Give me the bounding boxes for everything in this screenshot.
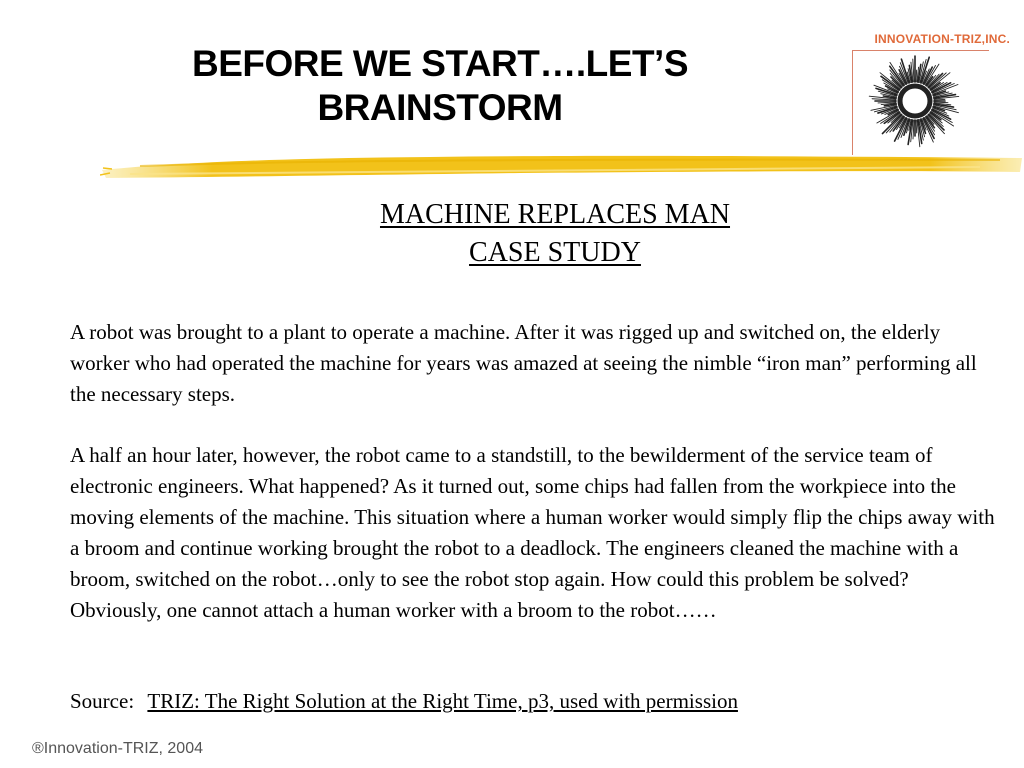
- source-reference: TRIZ: The Right Solution at the Right Time, p3, used with permission: [147, 689, 738, 713]
- case-study-heading-line2: CASE STUDY: [469, 237, 641, 268]
- slide-title-line1: BEFORE WE START….LET’S: [191, 43, 689, 84]
- case-study-heading-line1: MACHINE REPLACES MAN: [379, 199, 731, 230]
- company-logo: [852, 50, 989, 155]
- case-study-heading: [280, 196, 830, 272]
- company-name: INNOVATION-TRIZ,INC.: [874, 32, 1010, 46]
- paragraph-robot-problem: A half an hour later, however, the robot came to a standstill, to the bewilderment of the service team of electronic engineers. What happened? As it turned out, some chips had fallen from the workpiece into the moving elements of the machine. This situation where a human worker would simply flip the chips away with a broom and continue working brought the robot to a deadlock. The engineers cleaned the machine with a broom, switched on the robot…only to see the robot stop again. How could this problem be solved? Obviously, one cannot attach a human worker with a broom to the robot……: [70, 443, 995, 622]
- paragraph-robot-intro: A robot was brought to a plant to operate a machine. After it was rigged up and switched on, the elderly worker who had operated the machine for years was amazed at seeing the nimble “iron man” performing all the necessary steps.: [70, 320, 977, 406]
- yellow-brush-stroke: [100, 148, 1024, 184]
- sunburst-logo-icon: [853, 51, 989, 155]
- slide-title-line2: BRAINSTORM: [317, 87, 563, 128]
- source-label: Source:: [70, 689, 135, 713]
- slide-title: [60, 42, 820, 130]
- source-citation: [70, 686, 738, 717]
- footer-copyright: ®Innovation-TRIZ, 2004: [32, 740, 203, 757]
